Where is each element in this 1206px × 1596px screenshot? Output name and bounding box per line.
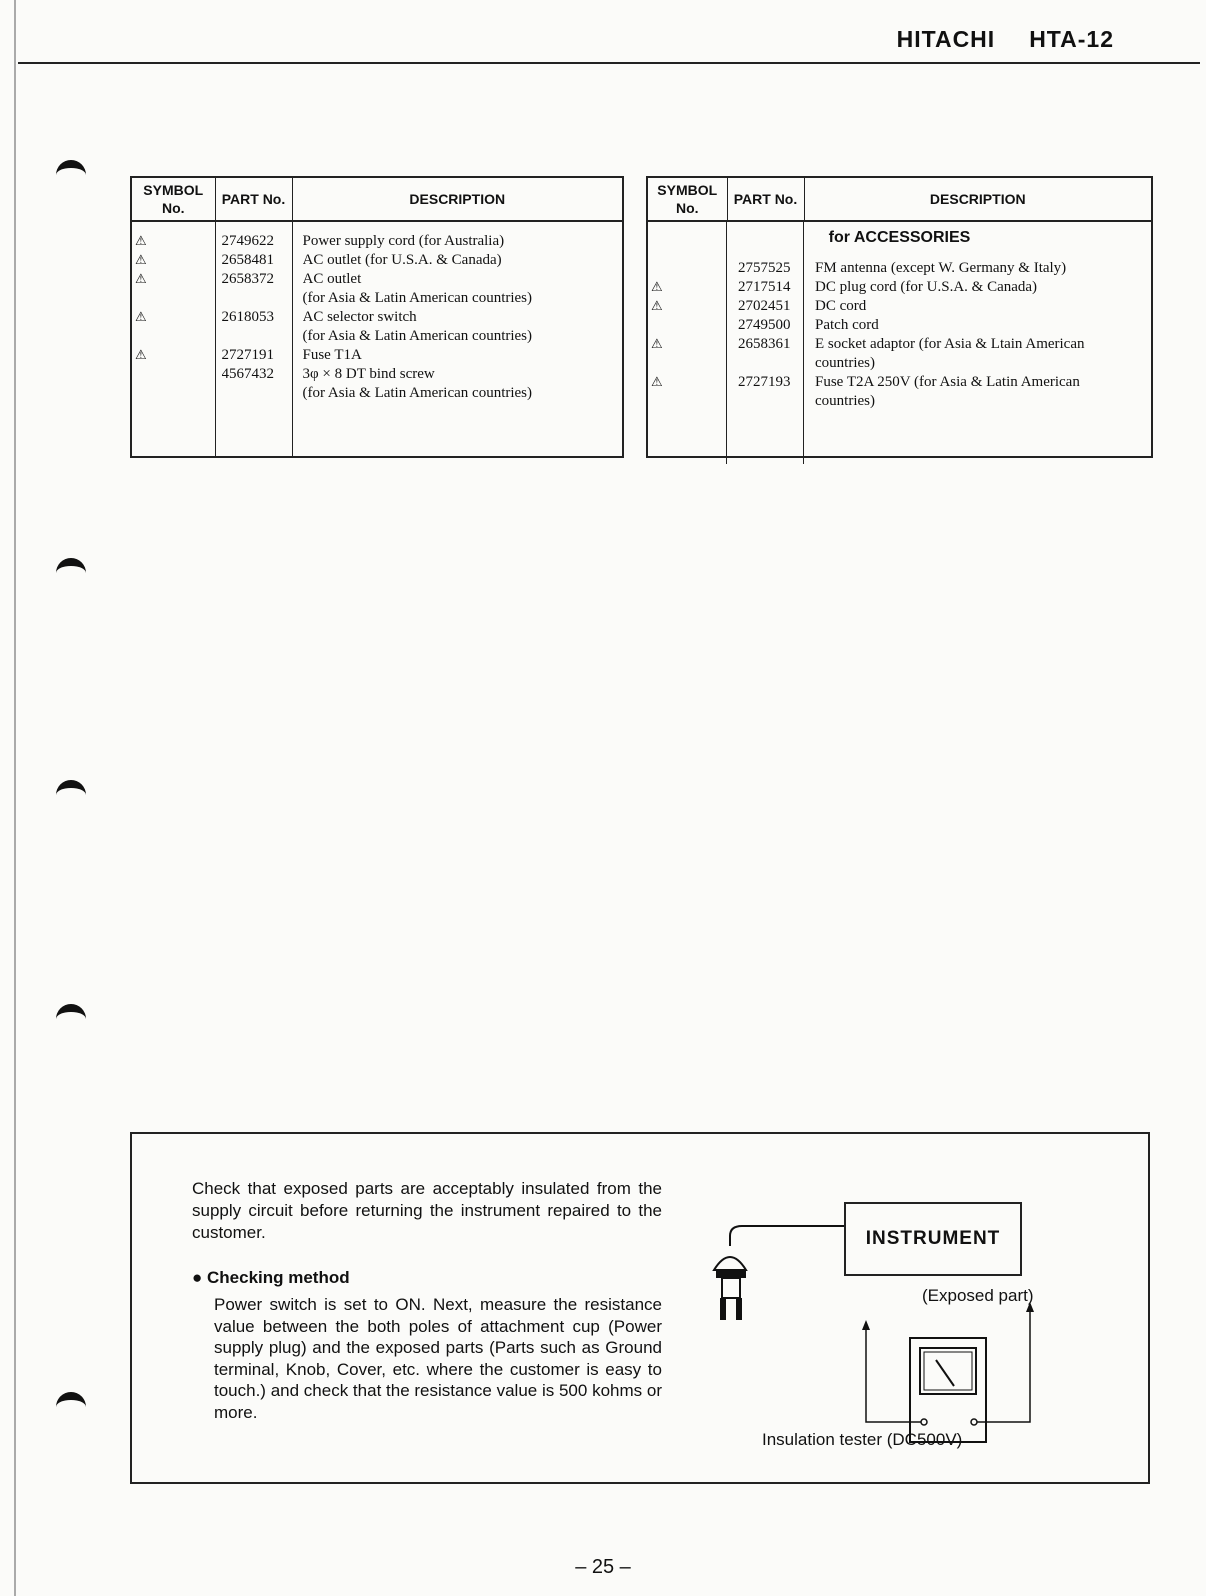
model-number: HTA-12 xyxy=(1029,26,1114,52)
safety-warning-icon: ⚠ xyxy=(651,299,663,314)
part-description: AC selector switch xyxy=(302,309,417,325)
checking-method-text: Power switch is set to ON. Next, measure the resistance value between the both poles of attachment cup (Power supply plug) and the exposed parts (Parts such as Ground terminal, Knob, Cover, etc. where the customer is easy to touch.) and check that the resistance value is 500 kohms or more. xyxy=(214,1295,662,1422)
col-part-header: PART No. xyxy=(215,177,292,221)
part-number: 2749500 xyxy=(738,317,791,333)
part-description: Patch cord xyxy=(815,317,879,333)
part-description: 3φ × 8 DT bind screw xyxy=(302,366,435,382)
column-divider xyxy=(726,222,727,464)
page-number: – 25 – xyxy=(575,1556,631,1578)
part-description: (for Asia & Latin American countries) xyxy=(302,290,533,306)
part-number: 2727191 xyxy=(221,347,274,363)
part-number: 2658372 xyxy=(221,271,274,287)
part-number: 2618053 xyxy=(221,309,274,325)
safety-warning-icon: ⚠ xyxy=(651,337,663,352)
exposed-part-label: (Exposed part) xyxy=(922,1286,1034,1305)
tester-label: Insulation tester (DC500V) xyxy=(762,1430,963,1449)
col-description-header: DESCRIPTION xyxy=(804,177,1152,221)
insulation-tester-icon xyxy=(910,1338,986,1442)
part-description: FM antenna (except W. Germany & Italy) xyxy=(815,260,1067,276)
page-edge xyxy=(14,0,16,1596)
part-number: 2658481 xyxy=(221,252,274,268)
part-description: Power supply cord (for Australia) xyxy=(302,233,505,249)
safety-warning-icon: ⚠ xyxy=(651,280,663,295)
parts-table-left xyxy=(130,176,624,458)
part-number: 2749622 xyxy=(221,233,274,249)
part-number: 2727193 xyxy=(738,374,791,390)
safety-warning-icon: ⚠ xyxy=(135,234,147,249)
safety-warning-icon: ⚠ xyxy=(135,272,147,287)
part-column xyxy=(215,221,292,457)
column-divider xyxy=(803,222,804,464)
part-description: countries) xyxy=(815,393,875,409)
part-number: 2717514 xyxy=(738,279,791,295)
safety-warning-icon: ⚠ xyxy=(135,310,147,325)
accessories-section-title: for ACCESSORIES xyxy=(828,229,971,246)
part-description: (for Asia & Latin American countries) xyxy=(302,385,533,401)
col-symbol-header: SYMBOL No. xyxy=(647,177,727,221)
part-description: (for Asia & Latin American countries) xyxy=(302,328,533,344)
binder-hole-icon xyxy=(56,160,86,186)
part-column xyxy=(728,259,805,411)
part-number: 2702451 xyxy=(738,298,791,314)
page-header xyxy=(897,26,1114,53)
safety-check-box xyxy=(130,1132,1150,1484)
binder-hole-icon xyxy=(56,1004,86,1030)
part-number: 2658361 xyxy=(738,336,791,352)
part-description: Fuse T2A 250V (for Asia & Latin American xyxy=(815,374,1080,390)
description-column xyxy=(805,259,1151,411)
safety-warning-icon: ⚠ xyxy=(651,375,663,390)
part-description: E socket adaptor (for Asia & Ltain American xyxy=(815,336,1085,352)
symbol-column xyxy=(131,221,215,457)
binder-hole-icon xyxy=(56,780,86,806)
binder-hole-icon xyxy=(56,1392,86,1418)
part-description: countries) xyxy=(815,355,875,371)
brand-name: HITACHI xyxy=(896,26,996,52)
col-description-header: DESCRIPTION xyxy=(292,177,623,221)
parts-table-right xyxy=(646,176,1153,458)
col-symbol-header: SYMBOL No. xyxy=(131,177,215,221)
part-number: 4567432 xyxy=(221,366,274,382)
symbol-column xyxy=(648,259,728,411)
header-rule xyxy=(18,62,1200,64)
part-description: DC plug cord (for U.S.A. & Canada) xyxy=(815,279,1038,295)
safety-warning-icon: ⚠ xyxy=(135,253,147,268)
instrument-box: INSTRUMENT xyxy=(844,1202,1022,1276)
power-plug-icon xyxy=(714,1257,746,1320)
col-part-header: PART No. xyxy=(727,177,804,221)
part-description: Fuse T1A xyxy=(302,347,362,363)
part-description: DC cord xyxy=(815,298,867,314)
part-description: AC outlet xyxy=(302,271,362,287)
part-description: AC outlet (for U.S.A. & Canada) xyxy=(302,252,502,268)
part-number: 2757525 xyxy=(738,260,791,276)
description-column xyxy=(292,221,623,457)
safety-intro-text: Check that exposed parts are acceptably insulated from the supply circuit before returning the instrument repaired to the customer. xyxy=(192,1179,662,1242)
checking-method-heading: ● Checking method xyxy=(192,1268,350,1287)
safety-warning-icon: ⚠ xyxy=(135,348,147,363)
binder-hole-icon xyxy=(56,558,86,584)
